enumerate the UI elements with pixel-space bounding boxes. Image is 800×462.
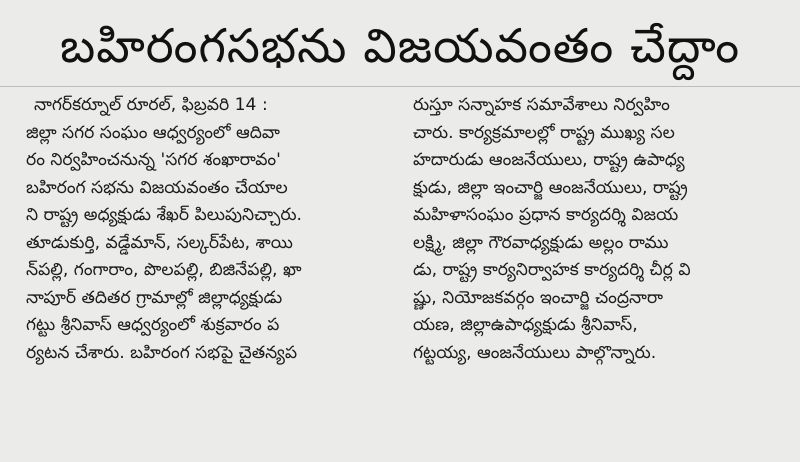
headline-divider xyxy=(0,86,800,87)
body-line: జిల్లా సగర సంఘం ఆధ్వర్యంలో ఆదివా xyxy=(26,122,280,143)
headline: బహిరంగసభను విజయవంతం చేద్దాం xyxy=(59,19,741,74)
body-line: నాపూర్ తదితర గ్రామాల్లో జిల్లాధ్యక్షుడు xyxy=(26,287,283,308)
body-line: గట్టు శ్రీనివాస్ ఆధ్వర్యంలో శుక్రవారం ప xyxy=(26,315,280,335)
body-line: న్‌పల్లి, గంగారాం, పొలపల్లి, బిజినేపల్లి, ఖా xyxy=(26,260,302,280)
body-line: ష్ణు, నియోజకవర్గం ఇంచార్జి చంద్రనారా xyxy=(413,287,663,308)
body-line: రుస్తూ సన్నాహక సమావేశాలు నిర్వహిం xyxy=(413,95,670,115)
body-line: చారు. కార్యక్రమాలల్లో రాష్ట్ర ముఖ్య సల xyxy=(413,122,675,143)
body-line: క్షుడు, జిల్లా ఇంచార్జి ఆంజనేయులు, రాష్ట్ర xyxy=(413,177,688,198)
body-line: బహిరంగ సభను విజయవంతం చేయాల xyxy=(26,177,288,198)
body-line: డు, రాష్ట్ర కార్యనిర్వాహక కార్యదర్శి చీర్ల వి xyxy=(413,260,691,280)
body-line: నాగర్‌కర్నూల్ రూరల్, ఫిబ్రవరి 14 : xyxy=(34,95,268,115)
body-line: లక్ష్మి, జిల్లా గౌరవాధ్యక్షుడు అల్లం రాము xyxy=(413,232,669,253)
body-line: రం నిర్వహించనున్న 'సగర శంఖారావం' xyxy=(26,150,281,170)
left-column xyxy=(26,92,394,367)
body-line: ని రాష్ట్ర అధ్యక్షుడు శేఖర్ పిలుపునిచ్చారు. xyxy=(26,205,303,225)
body-line: తూడుకుర్తి, వడ్డేమాన్, సల్కర్‌పేట, శాయి xyxy=(26,232,293,253)
body-line: యణ, జిల్లాఉపాధ్యక్షుడు శ్రీనివాస్, xyxy=(413,315,638,335)
body-line: మహిళాసంఘం ప్రధాన కార్యదర్శి విజయ xyxy=(413,205,679,225)
body-line: ర్యటన చేశారు. బహిరంగ సభపై చైతన్యప xyxy=(26,342,298,363)
body-line: గట్టయ్య, ఆంజనేయులు పాల్గొన్నారు. xyxy=(413,342,657,363)
body-line: హదారుడు ఆంజనేయులు, రాష్ట్ర ఉపాధ్య xyxy=(413,150,685,170)
right-column xyxy=(413,92,783,367)
